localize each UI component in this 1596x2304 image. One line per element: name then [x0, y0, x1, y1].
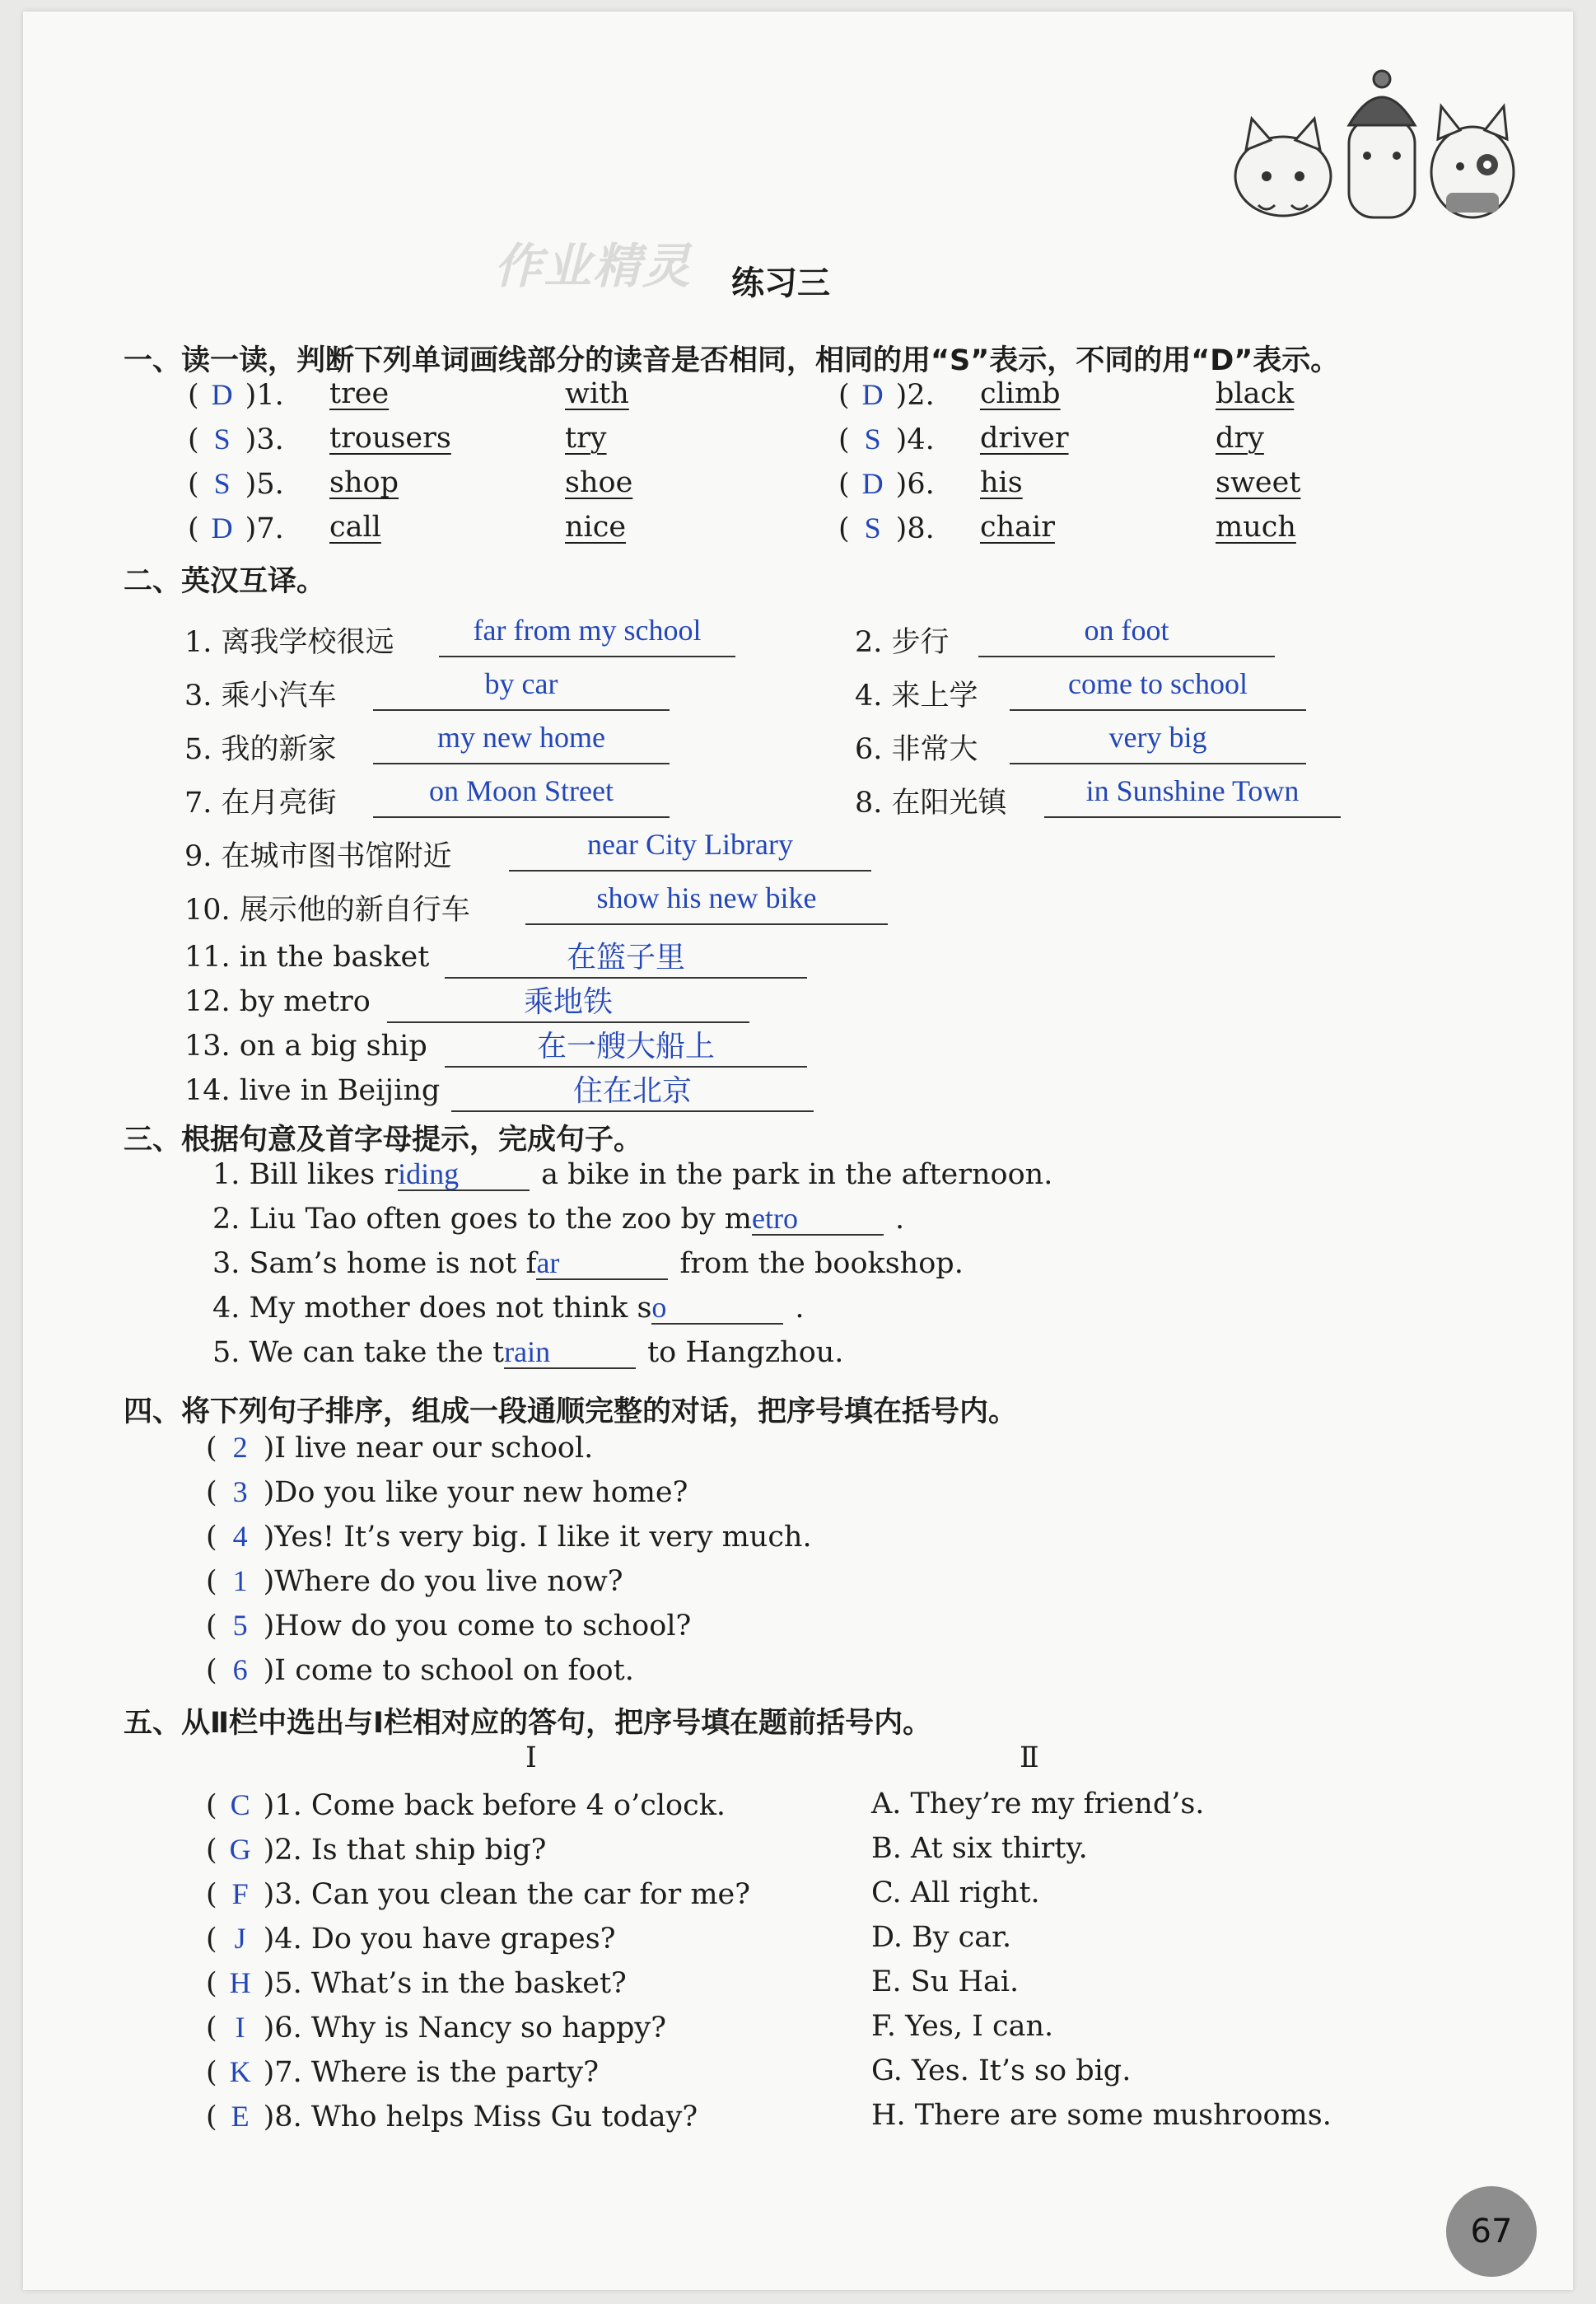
answer-text: ar	[536, 1246, 560, 1279]
answer-text: 在篮子里	[566, 941, 685, 974]
dialogue-text: )I come to school on foot.	[263, 1654, 634, 1687]
answer-text: iding	[398, 1157, 460, 1190]
answer-text: etro	[751, 1202, 798, 1235]
question-item: ( I )6. Why is Nancy so happy?	[206, 2011, 666, 2045]
word-two: nice	[565, 511, 627, 544]
sentence-start: 2. Liu Tao often goes to the zoo by m	[212, 1203, 752, 1236]
question-item: ( H )5. What’s in the basket?	[206, 1966, 627, 2000]
answer-box[interactable]	[199, 466, 245, 501]
word-two: black	[1216, 377, 1295, 410]
response-item: C. All right.	[871, 1876, 1040, 1909]
word-one: driver	[980, 422, 1069, 455]
answer-text: G	[229, 1833, 251, 1866]
answer-text: 住在北京	[572, 1074, 692, 1107]
dialogue-item: ( 4 )Yes! It’s very big. I like it very much.	[206, 1520, 812, 1554]
sentence-start: 4. My mother does not think s	[212, 1292, 652, 1325]
question-item: ( K )7. Where is the party?	[206, 2055, 599, 2089]
answer-box[interactable]	[217, 1563, 264, 1598]
answer-box[interactable]	[850, 422, 896, 456]
item-number: 4.	[907, 423, 935, 456]
answer-box[interactable]	[217, 1832, 264, 1867]
response-item: F. Yes, I can.	[871, 2010, 1054, 2043]
sentence-item	[212, 1203, 904, 1236]
dialogue-text: )Where do you live now?	[263, 1565, 623, 1598]
answer-box[interactable]	[217, 1430, 264, 1465]
phonics-item: ( D )7.	[188, 512, 284, 545]
answer-text: very big	[1108, 721, 1207, 754]
watermark: 作业精灵	[494, 238, 693, 294]
dialogue-text: )Yes! It’s very big. I like it very much.	[263, 1521, 812, 1554]
item-number: 1.	[256, 379, 284, 412]
sentence-end: from the bookshop.	[679, 1247, 964, 1280]
translation-prompt: 12. by metro	[184, 985, 371, 1018]
question-text: )7. Where is the party?	[263, 2056, 599, 2089]
translation-prompt: 6. 非常大	[855, 733, 978, 766]
word-one: his	[980, 466, 1023, 499]
phonics-item: ( S )4.	[838, 423, 935, 456]
answer-text: H	[229, 1966, 251, 1999]
word-two: shoe	[565, 466, 633, 499]
answer-box[interactable]	[850, 377, 896, 412]
answer-blank[interactable]	[1010, 709, 1306, 711]
word-two: with	[565, 377, 629, 410]
translation-prompt: 13. on a big ship	[184, 1030, 427, 1063]
response-item: H. There are some mushrooms.	[871, 2099, 1332, 2132]
answer-blank[interactable]	[373, 709, 670, 711]
answer-blank[interactable]	[525, 923, 888, 925]
answer-text: near City Library	[587, 828, 793, 861]
phonics-item: ( S )8.	[838, 512, 935, 545]
answer-text: my new home	[437, 721, 605, 754]
answer-box[interactable]	[199, 377, 245, 412]
translation-prompt: 4. 来上学	[855, 680, 978, 713]
answer-text: far from my school	[473, 614, 702, 647]
sentence-end: a bike in the park in the afternoon.	[541, 1158, 1053, 1191]
translation-prompt: 9. 在城市图书馆附近	[184, 840, 452, 873]
question-item: ( E )8. Who helps Miss Gu today?	[206, 2100, 698, 2133]
answer-text: I	[235, 2011, 245, 2044]
sentence-item	[212, 1158, 1052, 1191]
answer-text: 1	[232, 1564, 248, 1597]
answer-text: 5	[232, 1609, 248, 1642]
sentence-start: 5. We can take the t	[212, 1336, 505, 1369]
answer-blank[interactable]	[1010, 763, 1306, 764]
question-text: )8. Who helps Miss Gu today?	[263, 2101, 698, 2133]
answer-blank[interactable]	[439, 656, 735, 657]
translation-prompt: 8. 在阳光镇	[855, 787, 1007, 820]
answer-blank[interactable]	[398, 1159, 530, 1191]
question-text: )5. What’s in the basket?	[263, 1967, 627, 2000]
translation-prompt: 14. live in Beijing	[184, 1074, 441, 1107]
answer-blank[interactable]	[536, 1248, 668, 1280]
answer-blank[interactable]	[504, 1337, 636, 1369]
question-item: ( F )3. Can you clean the car for me?	[206, 1877, 751, 1911]
answer-box[interactable]	[217, 1788, 264, 1822]
section2-heading: 二、英汉互译。	[124, 565, 326, 598]
item-number: 2.	[907, 379, 935, 412]
answer-blank[interactable]	[752, 1203, 884, 1236]
answer-blank[interactable]	[373, 763, 670, 764]
question-text: )2. Is that ship big?	[263, 1834, 547, 1867]
answer-box[interactable]	[217, 1474, 264, 1509]
answer-text: 4	[232, 1520, 248, 1553]
sentence-end: .	[894, 1203, 905, 1236]
answer-blank[interactable]	[373, 816, 670, 818]
answer-text: rain	[504, 1335, 551, 1368]
column-one-label: Ⅰ	[525, 1741, 537, 1774]
answer-text: in Sunshine Town	[1085, 774, 1300, 807]
phonics-item: ( D )6.	[838, 467, 935, 501]
answer-text: o	[651, 1291, 667, 1324]
translation-prompt: 10. 展示他的新自行车	[184, 894, 470, 927]
word-one: chair	[980, 511, 1055, 544]
translation-prompt: 5. 我的新家	[184, 733, 337, 766]
answer-text: show his new bike	[596, 881, 817, 914]
answer-box[interactable]	[199, 422, 245, 456]
dialogue-text: )Do you like your new home?	[263, 1476, 688, 1509]
phonics-item: ( S )3.	[188, 423, 284, 456]
answer-blank[interactable]	[978, 656, 1275, 657]
sentence-item	[212, 1292, 805, 1325]
sentence-start: 3. Sam’s home is not f	[212, 1247, 537, 1280]
answer-text: 3	[232, 1475, 248, 1508]
answer-text: D	[211, 512, 233, 544]
word-one: climb	[980, 377, 1061, 410]
word-two: dry	[1216, 422, 1264, 455]
answer-box[interactable]	[217, 1965, 264, 2000]
question-item: ( J )4. Do you have grapes?	[206, 1922, 616, 1956]
sentence-item	[212, 1247, 964, 1280]
answer-box[interactable]	[850, 466, 896, 501]
sentence-item	[212, 1336, 843, 1369]
sentence-end: to Hangzhou.	[647, 1336, 844, 1369]
dialogue-text: )How do you come to school?	[263, 1610, 692, 1643]
question-item: ( G )2. Is that ship big?	[206, 1833, 547, 1867]
section3-heading: 三、根据句意及首字母提示，完成句子。	[124, 1124, 643, 1157]
answer-text: S	[213, 423, 231, 456]
answer-text: 在一艘大船上	[536, 1030, 715, 1063]
answer-box[interactable]	[217, 2054, 264, 2089]
phonics-item: ( S )5.	[188, 467, 284, 501]
phonics-item: ( D )1.	[188, 378, 284, 412]
answer-box[interactable]	[217, 2010, 264, 2045]
question-text: )4. Do you have grapes?	[263, 1923, 616, 1956]
item-number: 3.	[256, 423, 284, 456]
answer-text: J	[234, 1922, 246, 1955]
sentence-start: 1. Bill likes r	[212, 1158, 399, 1191]
answer-text: S	[864, 423, 881, 456]
section1-heading: 一、读一读，判断下列单词画线部分的读音是否相同，相同的用“S”表示，不同的用“D”表示。	[124, 344, 1340, 377]
answer-text: F	[231, 1877, 249, 1910]
answer-text: K	[229, 2055, 251, 2088]
response-item: E. Su Hai.	[871, 1965, 1020, 1998]
word-one: trousers	[329, 422, 451, 455]
dialogue-item: ( 2 )I live near our school.	[206, 1431, 594, 1465]
question-text: )1. Come back before 4 o’clock.	[263, 1789, 726, 1822]
dialogue-item: ( 3 )Do you like your new home?	[206, 1475, 688, 1509]
answer-text: D	[861, 467, 884, 500]
answer-blank[interactable]	[651, 1292, 783, 1325]
phonics-item: ( D )2.	[838, 378, 935, 412]
item-number: 6.	[907, 468, 935, 501]
answer-text: on foot	[1084, 614, 1169, 647]
word-two: sweet	[1216, 466, 1301, 499]
question-text: )6. Why is Nancy so happy?	[263, 2012, 666, 2045]
answer-text: on Moon Street	[429, 774, 614, 807]
question-text: )3. Can you clean the car for me?	[263, 1878, 751, 1911]
column-two-label: Ⅱ	[1020, 1741, 1039, 1774]
answer-text: E	[231, 2100, 250, 2133]
answer-blank[interactable]	[451, 1110, 814, 1112]
answer-text: 6	[232, 1653, 248, 1686]
word-one: tree	[329, 377, 390, 410]
worksheet-page	[23, 12, 1573, 2290]
answer-text: by car	[484, 667, 558, 700]
answer-text: 2	[232, 1431, 248, 1464]
word-two: try	[565, 422, 607, 455]
dialogue-item: ( 1 )Where do you live now?	[206, 1564, 623, 1598]
section5-heading: 五、从Ⅱ栏中选出与Ⅰ栏相对应的答句，把序号填在题前括号内。	[124, 1707, 932, 1740]
answer-blank[interactable]	[1044, 816, 1341, 818]
dialogue-text: )I live near our school.	[263, 1432, 594, 1465]
answer-box[interactable]	[199, 511, 245, 545]
section4-heading: 四、将下列句子排序，组成一段通顺完整的对话，把序号填在括号内。	[124, 1395, 1018, 1428]
response-item: D. By car.	[871, 1921, 1012, 1954]
answer-blank[interactable]	[509, 870, 871, 872]
word-two: much	[1216, 511, 1296, 544]
translation-prompt: 3. 乘小汽车	[184, 680, 337, 713]
item-number: 5.	[256, 468, 284, 501]
answer-text: D	[861, 378, 884, 411]
answer-box[interactable]	[217, 1519, 264, 1554]
answer-text: C	[230, 1788, 250, 1821]
answer-text: S	[864, 512, 881, 544]
answer-text: 乘地铁	[523, 985, 613, 1018]
sentence-end: .	[795, 1292, 805, 1325]
response-item: B. At six thirty.	[871, 1832, 1088, 1865]
answer-text: S	[213, 467, 231, 500]
response-item: A. They’re my friend’s.	[871, 1788, 1205, 1820]
translation-prompt: 11. in the basket	[184, 941, 430, 974]
word-one: shop	[329, 466, 399, 499]
answer-box[interactable]	[850, 511, 896, 545]
page-title: 练习三	[731, 264, 830, 302]
answer-box[interactable]	[217, 1921, 264, 1956]
item-number: 7.	[256, 512, 284, 545]
word-one: call	[329, 511, 381, 544]
translation-prompt: 2. 步行	[855, 626, 950, 659]
dialogue-item: ( 5 )How do you come to school?	[206, 1609, 692, 1643]
question-item: ( C )1. Come back before 4 o’clock.	[206, 1788, 726, 1822]
item-number: 8.	[907, 512, 935, 545]
dialogue-item: ( 6 )I come to school on foot.	[206, 1653, 634, 1687]
page-number: 67	[1446, 2186, 1537, 2277]
cartoon-cats-illustration	[1225, 61, 1538, 226]
translation-prompt: 1. 离我学校很远	[184, 626, 394, 659]
answer-text: come to school	[1068, 667, 1248, 700]
answer-box[interactable]	[217, 2099, 264, 2133]
response-item: G. Yes. It’s so big.	[871, 2054, 1132, 2087]
answer-box[interactable]	[217, 1876, 264, 1911]
answer-box[interactable]	[217, 1608, 264, 1643]
answer-box[interactable]	[217, 1652, 264, 1687]
translation-prompt: 7. 在月亮街	[184, 787, 337, 820]
answer-text: D	[211, 378, 233, 411]
